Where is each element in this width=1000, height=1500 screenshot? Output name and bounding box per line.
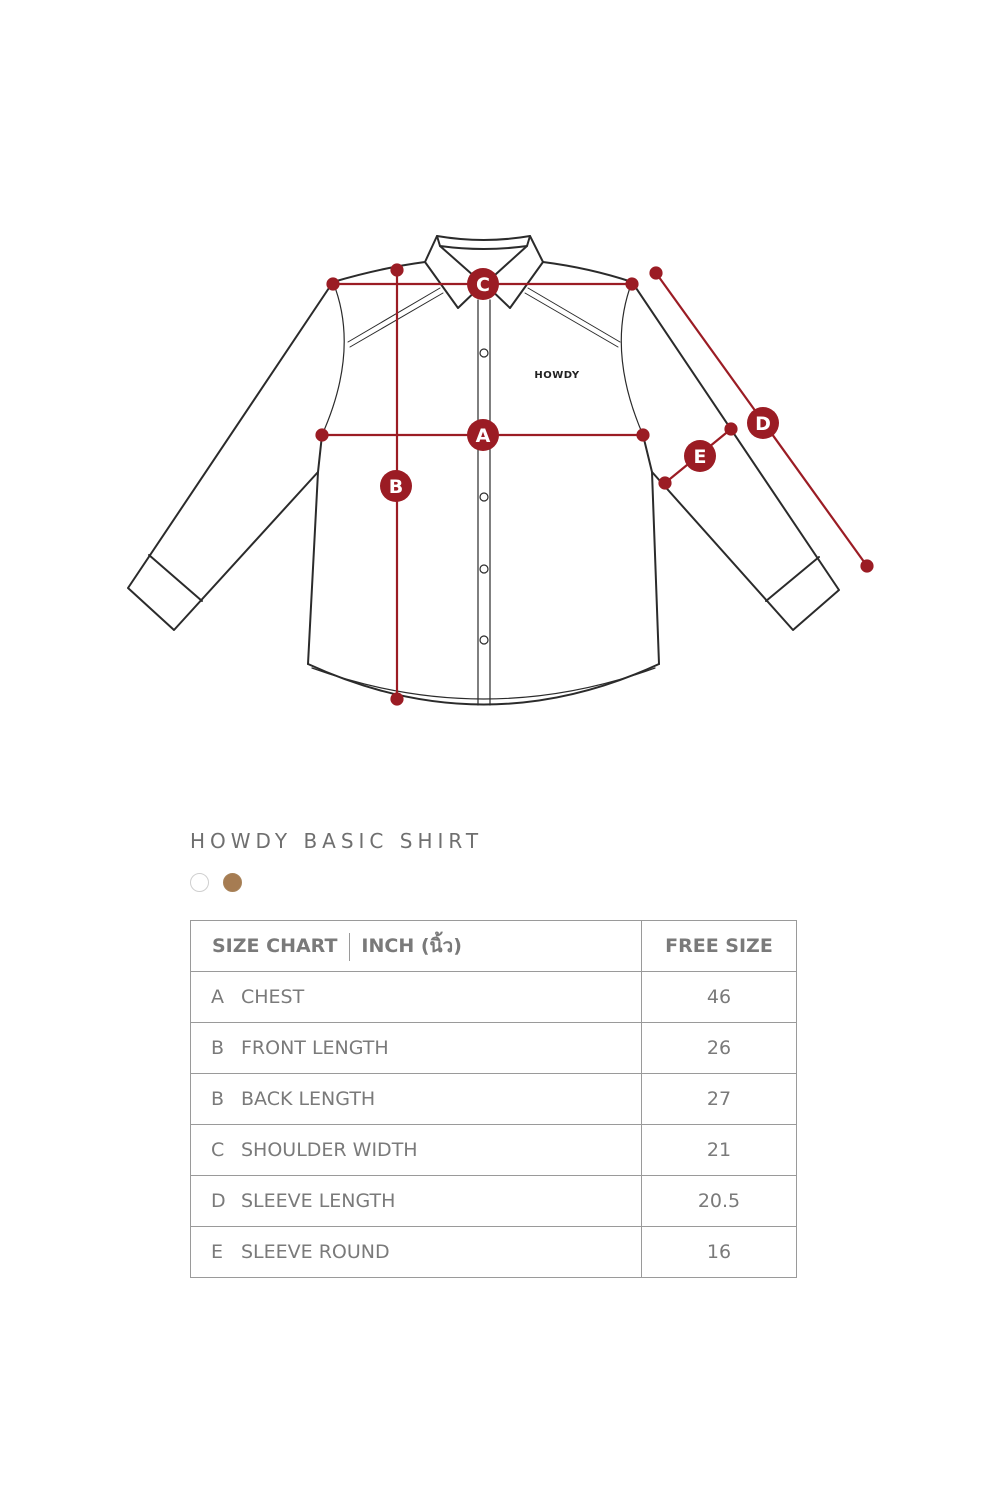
shoulder-left (333, 262, 425, 282)
product-title: HOWDY BASIC SHIRT (190, 829, 484, 853)
sleeve-right (632, 282, 839, 630)
armhole-left (322, 282, 344, 435)
measurement-label: SHOULDER WIDTH (241, 1139, 418, 1161)
measurement-value: 16 (641, 1227, 796, 1278)
table-row (191, 1074, 797, 1125)
measurement-label: SLEEVE LENGTH (241, 1190, 396, 1212)
measurement-name-cell (191, 1176, 642, 1227)
endpoint-dot (328, 279, 339, 290)
body-left (308, 435, 322, 664)
table-row (191, 1176, 797, 1227)
measurement-value: 21 (641, 1125, 796, 1176)
button (480, 565, 488, 573)
marker-a (467, 419, 499, 451)
hem-inner (312, 668, 655, 699)
svg-text:C: C (476, 274, 490, 296)
measurement-letter: B (211, 1088, 225, 1110)
measurement-label: BACK LENGTH (241, 1088, 376, 1110)
endpoint-dot (651, 268, 662, 279)
measurement-value: 46 (641, 972, 796, 1023)
size-chart-header-row (191, 921, 797, 972)
collar-band (437, 236, 530, 249)
yoke-seam-right (528, 288, 620, 342)
endpoint-dot (627, 279, 638, 290)
measurement-letter: B (211, 1037, 225, 1059)
yoke-seam-right-2 (525, 293, 618, 347)
marker-e (684, 440, 716, 472)
table-row (191, 1125, 797, 1176)
measurement-value: 26 (641, 1023, 796, 1074)
endpoint-dot (638, 430, 649, 441)
measurement-name-cell (191, 1227, 642, 1278)
body-right (643, 435, 659, 664)
svg-text:D: D (755, 413, 771, 435)
shoulder-right (543, 262, 632, 282)
color-swatch-brown[interactable] (223, 873, 242, 892)
size-chart-title: SIZE CHART (212, 935, 338, 957)
measurement-letter: A (211, 986, 224, 1008)
buttons (480, 349, 488, 644)
endpoint-dot (660, 478, 671, 489)
measurement-label: CHEST (241, 986, 305, 1008)
measurement-name-cell (191, 1074, 642, 1125)
svg-text:A: A (475, 425, 491, 447)
measurement-letter: C (211, 1139, 225, 1161)
button (480, 349, 488, 357)
endpoint-dot (392, 265, 403, 276)
shirt-outline (128, 236, 839, 705)
measurement-letter: E (211, 1241, 224, 1263)
chest-logo: HOWDY (534, 370, 580, 381)
marker-b (380, 470, 412, 502)
size-chart-table (190, 920, 797, 1278)
marker-c (467, 268, 499, 300)
unit-label: INCH (นิ้ว) (361, 935, 462, 957)
measurement-label: FRONT LENGTH (241, 1037, 389, 1059)
measurement-name-cell (191, 1125, 642, 1176)
endpoint-dot (726, 424, 737, 435)
endpoint-dot (317, 430, 328, 441)
measurement-value: 27 (641, 1074, 796, 1125)
marker-d (747, 407, 779, 439)
color-swatch-white[interactable] (190, 873, 209, 892)
free-size-header: FREE SIZE (641, 921, 796, 972)
measurement-value: 20.5 (641, 1176, 796, 1227)
endpoint-dot (392, 694, 403, 705)
armhole-right (621, 282, 643, 435)
cuff-left (149, 555, 202, 601)
yoke-seam-left (348, 288, 440, 342)
measurement-letter: D (211, 1190, 226, 1212)
sleeve-left (128, 282, 333, 630)
button (480, 493, 488, 501)
endpoint-dot (862, 561, 873, 572)
table-row (191, 1023, 797, 1074)
size-chart-body (191, 972, 797, 1278)
measurement-name-cell (191, 1023, 642, 1074)
measurement-name-cell (191, 972, 642, 1023)
button (480, 636, 488, 644)
svg-text:E: E (693, 446, 707, 468)
measurement-label: SLEEVE ROUND (241, 1241, 390, 1263)
svg-text:B: B (388, 476, 404, 498)
table-row (191, 1227, 797, 1278)
header-divider (349, 933, 350, 961)
size-chart-header-cell (191, 921, 642, 972)
table-row (191, 972, 797, 1023)
cuff-right (766, 557, 819, 601)
